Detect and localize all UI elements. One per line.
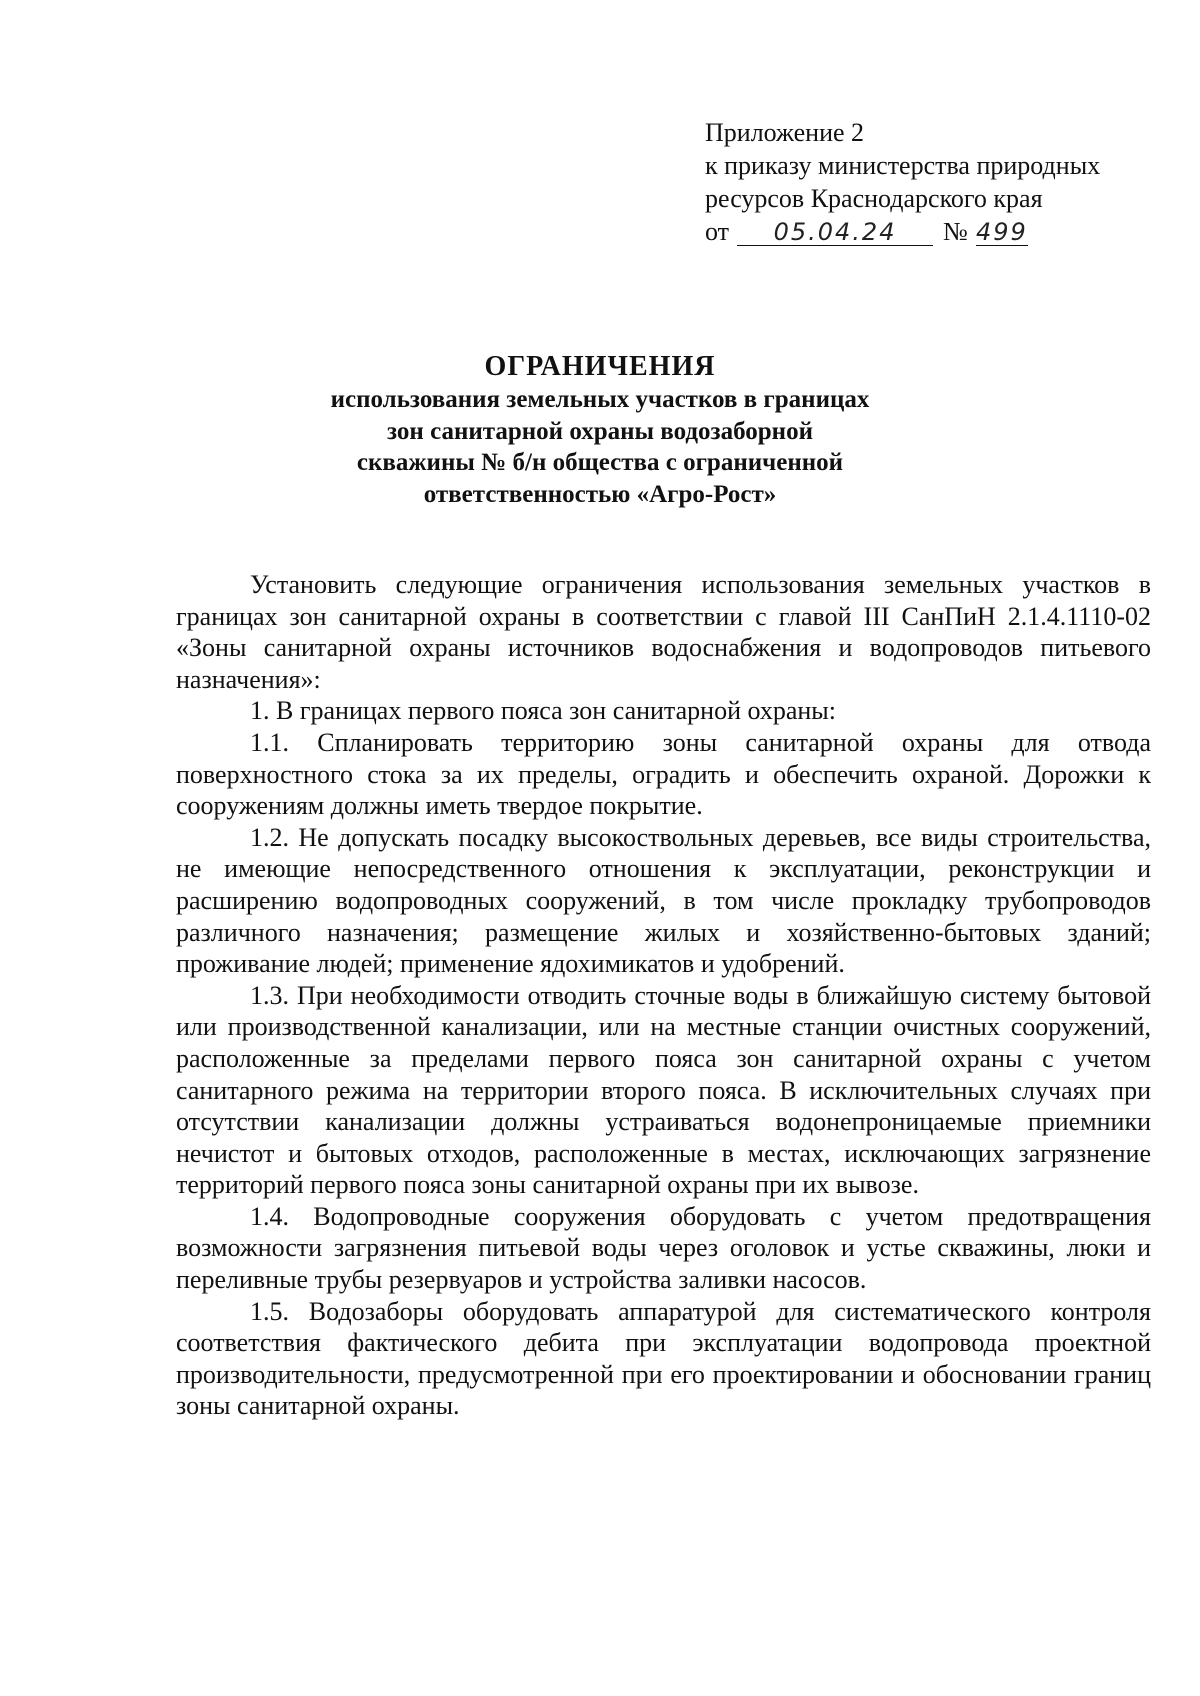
item-1-1: 1.1. Спланировать территорию зоны санитарной охраны для отвода поверхностного стока за их пределы, оградить и обеспечить охраной. Дорожки к сооружениям должны иметь твердое покрытие. <box>176 727 1151 821</box>
document-subtitle-line-3: скважины № б/н общества с ограниченной <box>356 449 844 476</box>
item-1-2: 1.2. Не допускать посадку высокоствольных деревьев, все виды строительства, не имеющие непосредственного отношения к эксплуатации, реконструкции и расширению водопроводных сооружений, в том числе прокладку трубопроводов различного назначения; размещение жилых и хозяйственно-бытовых зданий; проживание людей; применение ядохимикатов и удобрений. <box>176 822 1151 979</box>
document-body <box>176 569 1151 1422</box>
appendix-date-number-line <box>705 215 1175 248</box>
handwritten-order-number: 499 <box>975 218 1028 246</box>
date-prefix: от <box>705 217 730 246</box>
appendix-order-reference: к приказу министерства природных <box>705 151 1101 180</box>
handwritten-date: 05.04.24 <box>737 219 933 246</box>
document-subtitle-line-4: ответственностью «Агро-Рост» <box>423 480 777 508</box>
appendix-block <box>705 116 1175 248</box>
item-1-5: 1.5. Водозаборы оборудовать аппаратурой для систематического контроля соответствия фактического дебита при эксплуатации водопровода проектной производительности, предусмотренной при его проектировании и обосновании границ зоны санитарной охраны. <box>176 1296 1151 1421</box>
number-sign: № <box>943 217 968 246</box>
appendix-ministry: ресурсов Краснодарского края <box>705 184 1043 213</box>
item-1-3: 1.3. При необходимости отводить сточные воды в ближайшую систему бытовой или производственной канализации, или на местные станции очистных сооружений, расположенные за пределами первого пояса зон санитарной охраны с учетом санитарного режима на территории второго пояса. В исключительных случаях при отсутствии канализации должны устраиваться водонепроницаемые приемники нечистот и бытовых отходов, расположенные в местах, исключающих загрязнение территорий первого пояса зоны санитарной охраны при их вывозе. <box>176 980 1151 1200</box>
item-1-4: 1.4. Водопроводные сооружения оборудовать с учетом предотвращения возможности загрязнения питьевой воды через оголовок и устье скважины, люки и переливные трубы резервуаров и устройства заливки насосов. <box>176 1201 1151 1295</box>
appendix-title: Приложение 2 <box>705 118 865 147</box>
document-title-block <box>150 350 1050 510</box>
document-subtitle-line-1: использования земельных участков в границах <box>330 386 870 413</box>
section-1-heading: 1. В границах первого пояса зон санитарной охраны: <box>250 696 836 726</box>
document-title: ОГРАНИЧЕНИЯ <box>484 351 716 382</box>
document-subtitle-line-2: зон санитарной охраны водозаборной <box>387 417 813 445</box>
intro-paragraph: Установить следующие ограничения использования земельных участков в границах зон санитарной охраны в соответствии с главой III СанПиН 2.1.4.1110-02 «Зоны санитарной охраны источников водоснабжения и водопроводов питьевого назначения»: <box>176 570 1151 694</box>
